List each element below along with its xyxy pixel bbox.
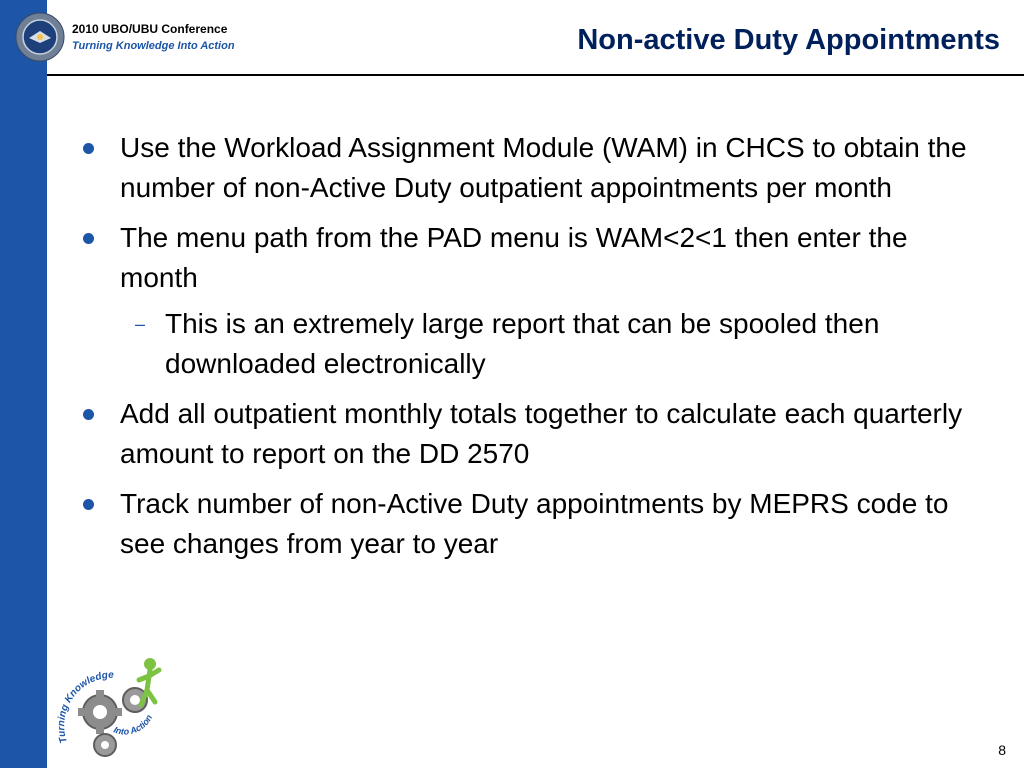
logo-text-bottom: Into Action [112, 712, 155, 737]
slide-body [80, 128, 980, 574]
header-divider [47, 74, 1024, 76]
bullet-dot-icon [83, 143, 94, 154]
bullet-item [80, 128, 980, 208]
person-figure-icon [139, 658, 159, 705]
slide-title: Non-active Duty Appointments [577, 24, 1000, 56]
dod-seal-icon [15, 12, 65, 62]
bullet-item [80, 218, 980, 298]
bullet-dot-icon [83, 499, 94, 510]
bullet-dot-icon [83, 409, 94, 420]
conference-name: 2010 UBO/UBU Conference [72, 22, 228, 36]
conference-tagline: Turning Knowledge Into Action [72, 40, 235, 52]
bullet-dot-icon [83, 233, 94, 244]
bullet-text: The menu path from the PAD menu is WAM<2<1 then enter the month [120, 222, 908, 293]
sub-bullet-text: This is an extremely large report that can be spooled then downloaded electronically [165, 308, 880, 379]
page-number: 8 [998, 742, 1006, 758]
bullet-text: Add all outpatient monthly totals together to calculate each quarterly amount to report on the DD 2570 [120, 398, 963, 469]
bullet-item [80, 484, 980, 564]
left-accent-bar [0, 0, 47, 768]
bullet-item [80, 394, 980, 474]
slide-header [0, 0, 1024, 75]
svg-text:Into Action [112, 712, 154, 736]
sub-bullet-item [80, 304, 980, 384]
gear-icon [94, 734, 116, 756]
bullet-text: Use the Workload Assignment Module (WAM) in CHCS to obtain the number of non-Active Duty outpatient appointments per month [120, 132, 967, 203]
turning-knowledge-logo [55, 650, 170, 762]
bullet-text: Track number of non-Active Duty appointments by MEPRS code to see changes from year to year [120, 488, 949, 559]
sub-bullet-marker: – [135, 314, 146, 334]
logo-text-top: Turning Knowledge [56, 669, 114, 745]
